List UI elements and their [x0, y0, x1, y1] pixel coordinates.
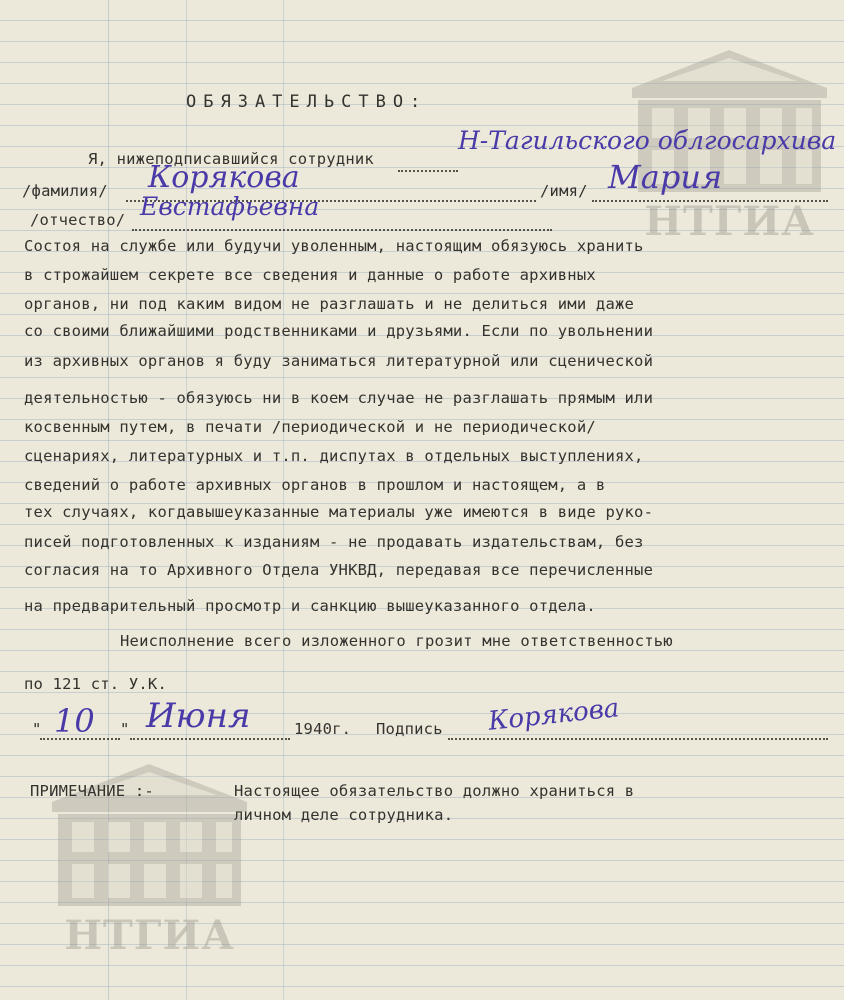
body-line: тех случаях, когдавышеуказанные материалы уже имеются в виде руко-: [24, 503, 654, 521]
body-line: писей подготовленных к изданиям - не продавать издательствам, без: [24, 533, 644, 551]
patronymic-label: /отчество/: [30, 211, 126, 229]
watermark-text: НТГИА: [64, 912, 235, 959]
body-line: со своими ближайшими родственниками и друзьями. Если по увольнении: [24, 322, 654, 340]
date-day-handwritten: 10: [54, 702, 95, 740]
date-quote-open: ": [32, 720, 42, 738]
body-line: косвенным путем, в печати /периодической и не периодической/: [24, 418, 596, 436]
body-line: в строжайшем секрете все сведения и данные о работе архивных: [24, 266, 596, 284]
body-line: согласия на то Архивного Отдела УНКВД, передавая все перечисленные: [24, 561, 654, 579]
date-month-handwritten: Июня: [146, 696, 251, 736]
month-field-line: [130, 738, 290, 740]
signature-label: Подпись: [376, 720, 443, 738]
date-year: 1940г.: [294, 720, 352, 738]
name-field-line: [592, 200, 828, 202]
signature-handwritten: Корякова: [486, 693, 621, 737]
document-title: ОБЯЗАТЕЛЬСТВО:: [186, 92, 428, 112]
liability-line: Неисполнение всего изложенного грозит мне ответственностью: [120, 632, 673, 650]
body-line: Состоя на службе или будучи уволенным, настоящим обязуюсь хранить: [24, 237, 644, 255]
body-line: сценариях, литературных и т.п. диспутах в отдельных выступлениях,: [24, 447, 644, 465]
note-line: Настоящее обязательство должно храниться в: [234, 782, 635, 800]
body-line: из архивных органов я буду заниматься литературной или сценической: [24, 352, 654, 370]
employer-handwritten: Н-Тагильского облгосархива: [458, 126, 837, 155]
body-line: деятельностью - обязуюсь ни в коем случае не разглашать прямым или: [24, 389, 654, 407]
patronymic-handwritten: Евстафьевна: [140, 192, 320, 221]
body-line: на предварительный просмотр и санкцию вышеуказанного отдела.: [24, 597, 596, 615]
signature-field-line: [448, 738, 828, 740]
name-label: /имя/: [540, 182, 588, 200]
article-line: по 121 ст. У.К.: [24, 675, 167, 693]
surname-handwritten: Корякова: [148, 160, 300, 195]
watermark-text: НТГИА: [644, 198, 815, 245]
surname-label: /фамилия/: [22, 182, 108, 200]
patronymic-field-line: [132, 229, 552, 231]
note-label: ПРИМЕЧАНИЕ :-: [30, 782, 154, 800]
intro-line: Я, нижеподписавшийся сотрудник: [88, 150, 374, 168]
note-line: личном деле сотрудника.: [234, 806, 454, 824]
body-line: сведений о работе архивных органов в прошлом и настоящем, а в: [24, 476, 606, 494]
employer-field-line: [398, 170, 458, 172]
name-handwritten: Мария: [608, 158, 723, 196]
date-quote-close: ": [120, 720, 130, 738]
body-line: органов, ни под каким видом не разглашать и не делиться ими даже: [24, 295, 635, 313]
